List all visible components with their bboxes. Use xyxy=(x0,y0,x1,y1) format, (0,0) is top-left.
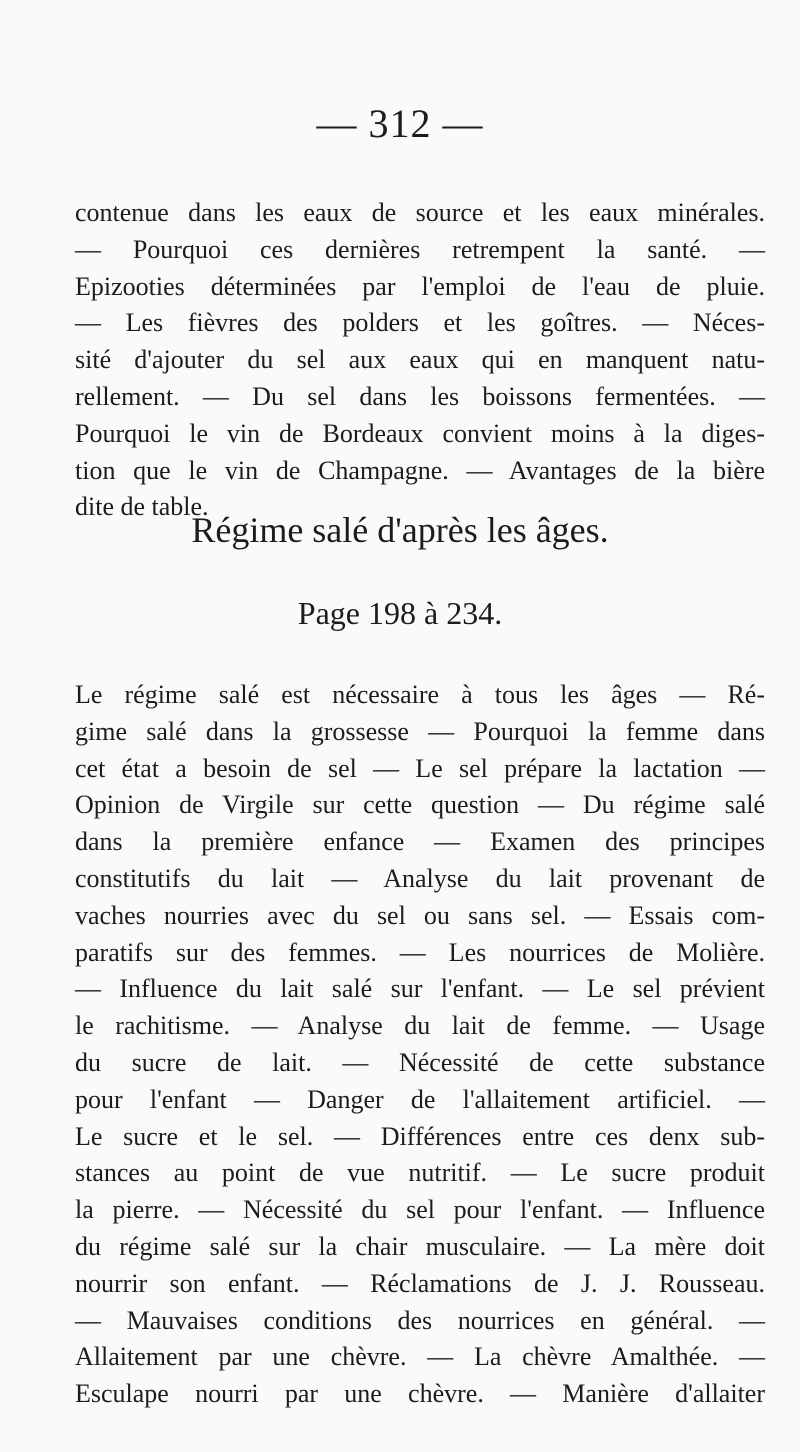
page-number: — 312 — xyxy=(316,101,484,146)
text-line: constitutifs du lait — Analyse du lait provenant de xyxy=(75,863,765,893)
text-line: — Influence du lait salé sur l'enfant. — Le sel prévient xyxy=(75,974,765,1004)
text-line: pour l'enfant — Danger de l'allaitement artificiel. — xyxy=(75,1084,765,1114)
text-line: — Mauvaises conditions des nourrices en général. — xyxy=(75,1305,765,1335)
text-line: Le sucre et le sel. — Différences entre ces denx sub- xyxy=(75,1121,765,1151)
text-line: Opinion de Virgile sur cette question — Du régime salé xyxy=(75,790,765,820)
text-line: paratifs sur des femmes. — Les nourrices de Molière. xyxy=(75,937,765,967)
text-line: sité d'ajouter du sel aux eaux qui en manquent natu- xyxy=(75,345,765,375)
text-line: Epizooties déterminées par l'emploi de l'eau de pluie. xyxy=(75,271,765,301)
text-line: Esculape nourri par une chèvre. — Manière d'allaiter xyxy=(75,1379,765,1409)
text-line: gime salé dans la grossesse — Pourquoi la femme dans xyxy=(75,716,765,746)
text-line: dans la première enfance — Examen des principes xyxy=(75,827,765,857)
text-line: Le régime salé est nécessaire à tous les âges — Ré- xyxy=(75,680,765,709)
text-line: cet état a besoin de sel — Le sel prépare la lactation — xyxy=(75,753,765,783)
text-line: dite de table. xyxy=(75,492,209,522)
text-line: le rachitisme. — Analyse du lait de femme. — Usage xyxy=(75,1011,765,1041)
text-line: — Pourquoi ces dernières retrempent la santé. — xyxy=(75,234,765,264)
section-title: Régime salé d'après les âges. xyxy=(191,510,609,550)
page-range: Page 198 à 234. xyxy=(297,595,503,631)
intro-paragraph xyxy=(75,195,765,526)
text-line: tion que le vin de Champagne. — Avantages de la bière xyxy=(75,455,765,485)
text-line: nourrir son enfant. — Réclamations de J. J. Rousseau. xyxy=(75,1268,765,1298)
text-line: vaches nourries avec du sel ou sans sel. — Essais com- xyxy=(75,900,765,930)
text-line: rellement. — Du sel dans les boissons fermentées. — xyxy=(75,381,765,411)
text-line: Allaitement par une chèvre. — La chèvre Amalthée. — xyxy=(75,1342,765,1372)
text-line: la pierre. — Nécessité du sel pour l'enfant. — Influence xyxy=(75,1195,765,1225)
text-line: stances au point de vue nutritif. — Le sucre produit xyxy=(75,1158,765,1188)
text-line: du régime salé sur la chair musculaire. — La mère doit xyxy=(75,1231,765,1261)
text-line: Pourquoi le vin de Bordeaux convient moins à la diges- xyxy=(75,418,765,448)
body-paragraph xyxy=(75,677,765,1413)
text-line: contenue dans les eaux de source et les eaux minérales. xyxy=(75,198,765,227)
text-line: du sucre de lait. — Nécessité de cette substance xyxy=(75,1047,765,1077)
text-line: — Les fièvres des polders et les goîtres. — Néces- xyxy=(75,308,765,338)
